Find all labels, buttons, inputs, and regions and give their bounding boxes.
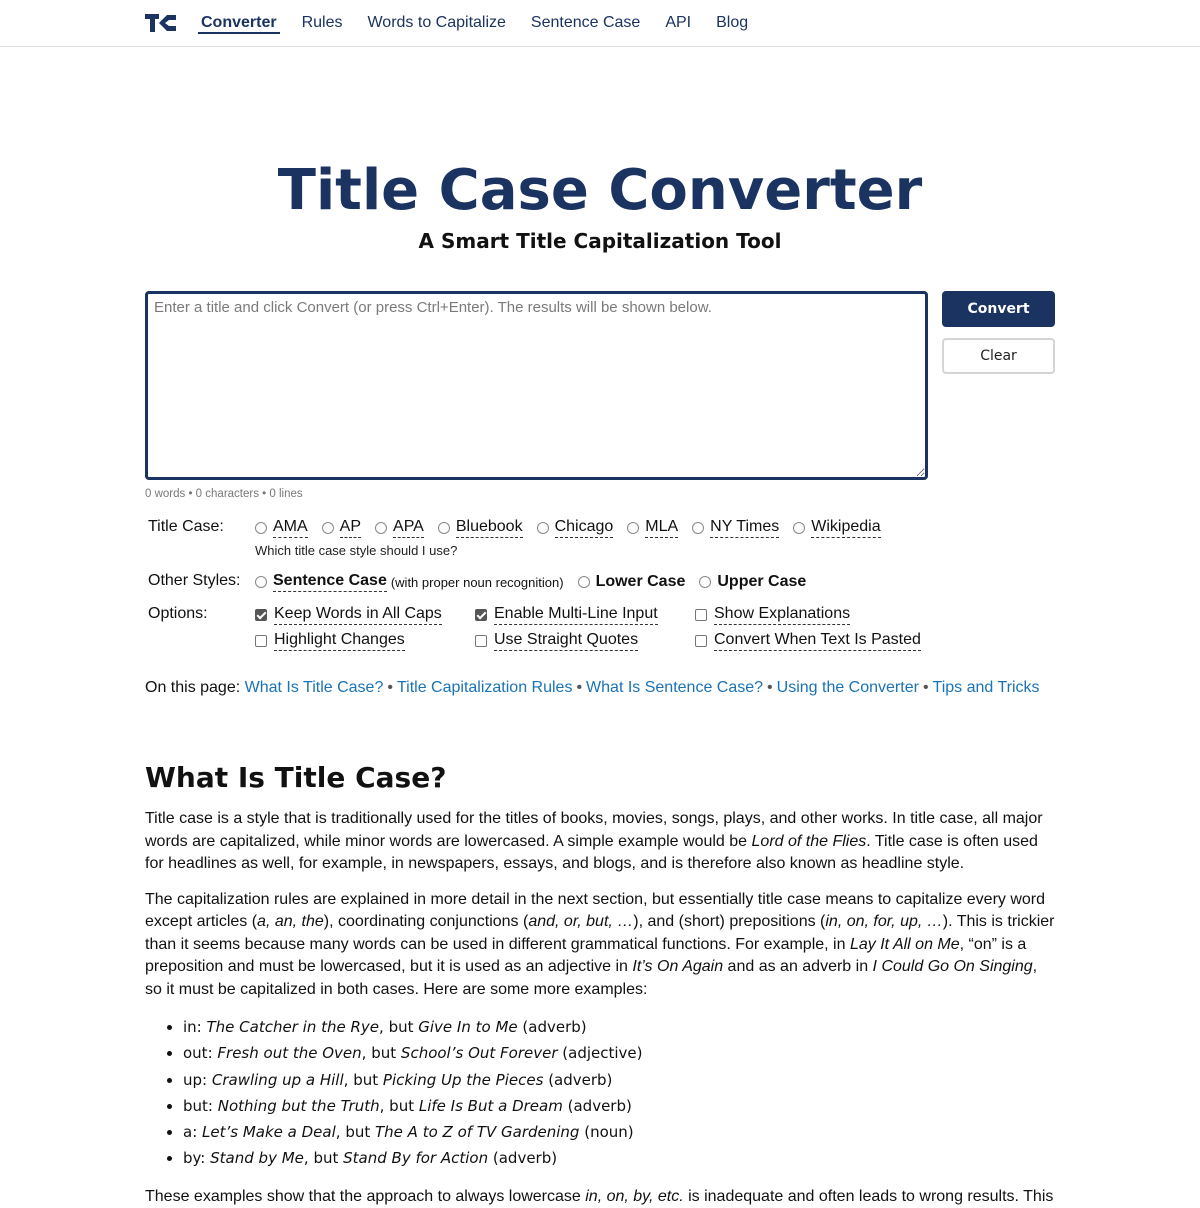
list-item: • by: Stand by Me, but Stand By for Action (adverb)	[183, 1145, 1057, 1171]
tc-logo-icon[interactable]	[145, 12, 177, 34]
top-nav	[0, 0, 1200, 47]
other-styles-row	[148, 572, 1200, 592]
text-stats: 0 words • 0 characters • 0 lines	[145, 488, 303, 500]
page-title: Title Case Converter	[277, 158, 923, 223]
toc-label: On this page:	[145, 679, 241, 696]
option-highlight-changes[interactable]: Highlight Changes	[255, 631, 475, 651]
nav-blog[interactable]: Blog	[716, 14, 749, 31]
radio-mla[interactable]: MLA	[627, 518, 678, 538]
toc-capitalization-rules[interactable]: Title Capitalization Rules	[396, 679, 573, 696]
toc-what-is-title-case[interactable]: What Is Title Case?	[244, 679, 384, 696]
list-item: • a: Let’s Make a Deal, but The A to Z of TV Gardening (noun)	[183, 1119, 1057, 1145]
option-multi-line[interactable]: Enable Multi-Line Input	[475, 605, 695, 625]
paragraph-rules: The capitalization rules are explained in more detail in the next section, but essentially title case means to capitalize every word except articles (a, an, the), coordinating conjunctions (and, or, but, …), and (short) prepositions (in, on, for, up, …). This is trickier than it seems because many words can be used in different grammatical functions. For example, in Lay It All on Me, “on” is a preposition and must be lowercased, but it is used as an adjective in It’s On Again and as an adverb in I Could Go On Singing, so it must be capitalized in both cases. Here are some more examples:	[145, 890, 1055, 998]
options-row	[148, 605, 1200, 651]
radio-circle-icon[interactable]	[793, 522, 805, 534]
option-keep-all-caps[interactable]: Keep Words in All Caps	[255, 605, 475, 625]
radio-sentence-case[interactable]: Sentence Case (with proper noun recognition)	[255, 572, 564, 592]
toc-what-is-sentence-case[interactable]: What Is Sentence Case?	[586, 679, 764, 696]
on-this-page: On this page: What Is Title Case? • Title Capitalization Rules • What Is Sentence Case? • Using the Converter • Tips and Tricks	[145, 679, 1040, 696]
options-label: Options:	[148, 605, 208, 622]
radio-bluebook[interactable]: Bluebook	[438, 518, 523, 538]
radio-ny-times[interactable]: NY Times	[692, 518, 779, 538]
convert-button[interactable]: Convert	[942, 291, 1055, 327]
toc-tips-and-tricks[interactable]: Tips and Tricks	[932, 679, 1040, 696]
nav-sentence-case[interactable]: Sentence Case	[530, 14, 641, 31]
checkbox-checked-icon[interactable]	[475, 609, 487, 621]
radio-circle-icon[interactable]	[375, 522, 387, 534]
paragraph-conclusion: These examples show that the approach to always lowercase in, on, by, etc. is inadequate and often leads to wrong results. This	[145, 1187, 1054, 1205]
list-item: • but: Nothing but the Truth, but Life Is But a Dream (adverb)	[183, 1093, 1057, 1119]
hero	[0, 159, 1200, 253]
radio-circle-icon[interactable]	[255, 576, 267, 588]
checkbox-icon[interactable]	[695, 609, 707, 621]
toc-using-converter[interactable]: Using the Converter	[776, 679, 919, 696]
nav-api[interactable]: API	[665, 14, 692, 31]
title-case-label: Title Case:	[148, 518, 224, 535]
title-case-row	[148, 518, 1200, 538]
checkbox-icon[interactable]	[475, 635, 487, 647]
radio-apa[interactable]: APA	[375, 518, 424, 538]
option-convert-on-paste[interactable]: Convert When Text Is Pasted	[695, 631, 925, 651]
article	[145, 761, 1057, 1208]
option-straight-quotes[interactable]: Use Straight Quotes	[475, 631, 695, 651]
radio-upper-case[interactable]: Upper Case	[699, 573, 806, 591]
converter-tool	[145, 291, 1055, 500]
list-item: • out: Fresh out the Oven, but School’s Out Forever (adjective)	[183, 1040, 1057, 1066]
radio-circle-icon[interactable]	[537, 522, 549, 534]
radio-circle-icon[interactable]	[255, 522, 267, 534]
option-show-explanations[interactable]: Show Explanations	[695, 605, 925, 625]
radio-circle-icon[interactable]	[699, 576, 711, 588]
title-input[interactable]	[145, 291, 928, 480]
checkbox-checked-icon[interactable]	[255, 609, 267, 621]
nav-rules[interactable]: Rules	[301, 14, 343, 31]
radio-circle-icon[interactable]	[627, 522, 639, 534]
nav-converter[interactable]: Converter	[198, 0, 280, 46]
radio-lower-case[interactable]: Lower Case	[578, 573, 686, 591]
clear-button[interactable]: Clear	[942, 338, 1055, 374]
style-help-link[interactable]: Which title case style should I use?	[255, 543, 458, 558]
radio-circle-icon[interactable]	[438, 522, 450, 534]
paragraph-intro: Title case is a style that is traditionally used for the titles of books, movies, songs, plays, and other works. In title case, all major words are capitalized, while minor words are lowercased. A simple example would be Lord of the Flies. Title case is often used for headlines as well, for example, in newspapers, essays, and blogs, and is therefore also known as headline style.	[145, 810, 1043, 872]
nav-words-to-capitalize[interactable]: Words to Capitalize	[367, 14, 506, 31]
list-item: • in: The Catcher in the Rye, but Give In to Me (adverb)	[183, 1014, 1057, 1040]
radio-wikipedia[interactable]: Wikipedia	[793, 518, 880, 538]
examples-list	[145, 1014, 1057, 1172]
radio-chicago[interactable]: Chicago	[537, 518, 614, 538]
section-heading: What Is Title Case?	[145, 761, 447, 794]
radio-circle-icon[interactable]	[322, 522, 334, 534]
radio-ap[interactable]: AP	[322, 518, 361, 538]
radio-ama[interactable]: AMA	[255, 518, 308, 538]
checkbox-icon[interactable]	[695, 635, 707, 647]
other-styles-label: Other Styles:	[148, 572, 241, 589]
page-subtitle: A Smart Title Capitalization Tool	[418, 229, 782, 253]
checkbox-icon[interactable]	[255, 635, 267, 647]
radio-circle-icon[interactable]	[578, 576, 590, 588]
list-item: • up: Crawling up a Hill, but Picking Up the Pieces (adverb)	[183, 1067, 1057, 1093]
radio-circle-icon[interactable]	[692, 522, 704, 534]
